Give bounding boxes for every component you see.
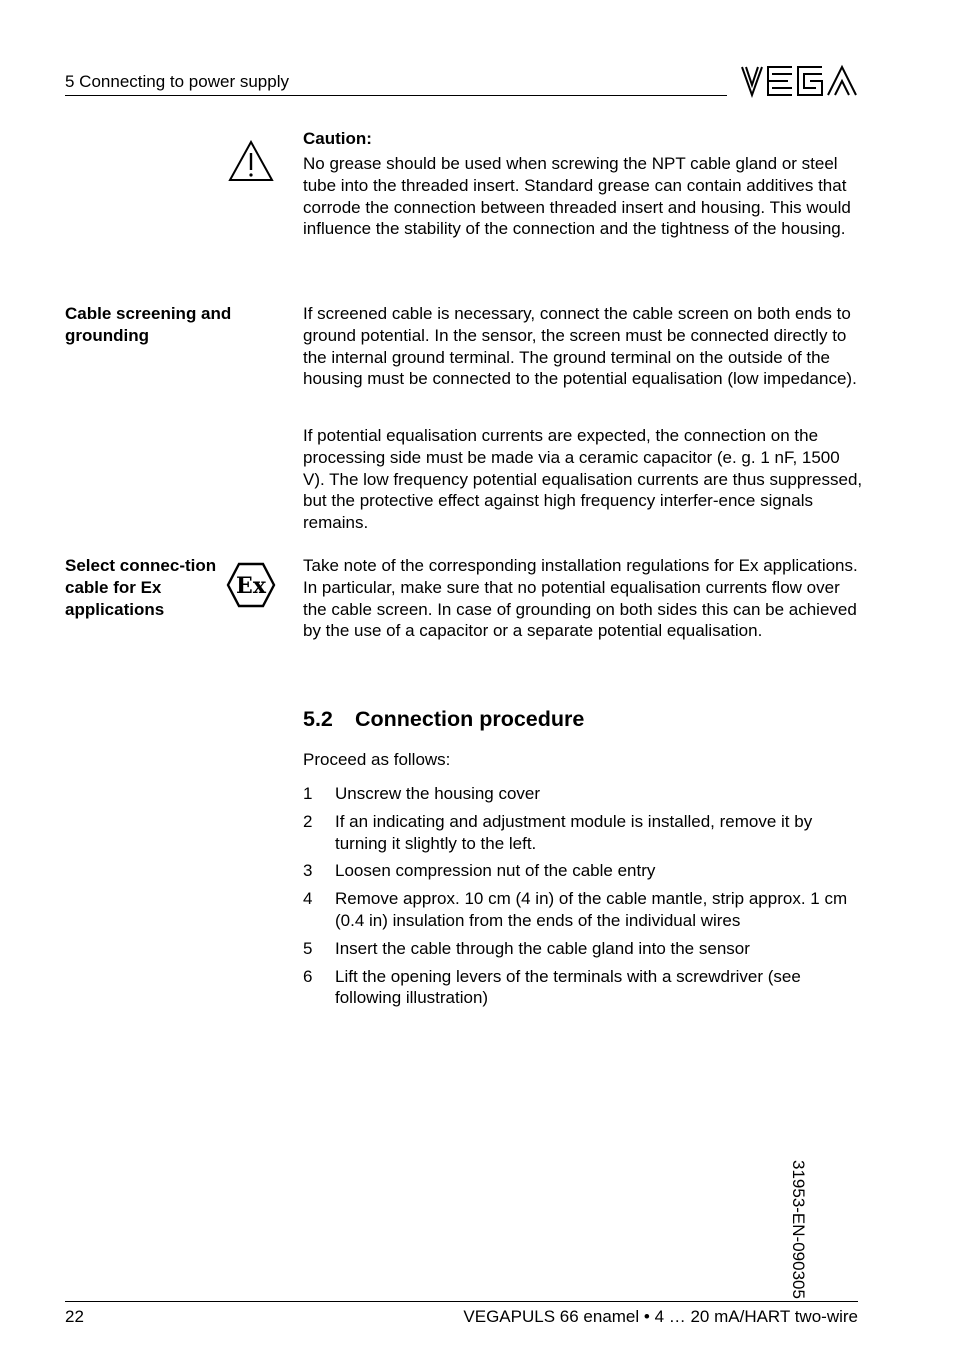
cable-screening-paragraph-2: If potential equalisation currents are expected, the connection on the processing side must be made via a ceramic capacitor (e. g. 1 nF, 1500 V). The low frequency potential equalisation currents are thus suppressed, but the protective effect against high frequency interfer-ence signals remains.: [303, 426, 863, 533]
footer-rule: [65, 1301, 858, 1302]
step-item: [303, 938, 863, 960]
vega-logo: [740, 64, 858, 98]
section-title: Connection procedure: [355, 707, 585, 731]
warning-triangle-icon: [228, 140, 274, 182]
ex-icon-text: Ex: [236, 573, 266, 599]
footer-title: VEGAPULS 66 enamel • 4 … 20 mA/HART two-wire: [463, 1307, 858, 1326]
step-item: [303, 811, 863, 855]
step-number: 5: [303, 938, 313, 958]
section-intro: Proceed as follows:: [303, 750, 451, 769]
procedure-steps: [303, 783, 863, 1015]
step-text: If an indicating and adjustment module is installed, remove it by turning it slightly to the left.: [335, 811, 813, 853]
header-rule: [65, 95, 727, 96]
ex-cable-label: Select connec-tion cable for Ex applications: [65, 556, 217, 619]
caution-title: Caution:: [303, 129, 372, 148]
section-number: 5.2: [303, 707, 333, 731]
step-item: [303, 966, 863, 1010]
step-item: [303, 860, 863, 882]
step-text: Insert the cable through the cable gland into the sensor: [335, 938, 750, 958]
step-number: 4: [303, 889, 313, 909]
step-number: 2: [303, 811, 313, 831]
section-heading: [303, 707, 584, 732]
step-number: 6: [303, 966, 313, 986]
step-number: 1: [303, 784, 313, 803]
ex-cable-text: Take note of the corresponding installation regulations for Ex applications. In particular, make sure that no potential equalisation currents flow over the cable screen. In case of grounding on both sides this can be achieved by the use of a capacitor or a separate potential equalisation.: [303, 556, 858, 641]
step-text: Lift the opening levers of the terminals with a screwdriver (see following illustration): [335, 966, 801, 1008]
running-header: 5 Connecting to power supply: [65, 72, 289, 91]
caution-text: No grease should be used when screwing the NPT cable gland or steel tube into the threaded insert. Standard grease can contain additives that corrode the connection between threaded insert and housing. This would influence the stability of the connection and the tightness of the housing.: [303, 154, 851, 239]
cable-screening-paragraph-1: If screened cable is necessary, connect the cable screen on both ends to ground potential. In the sensor, the screen must be connected directly to the internal ground terminal. The ground terminal on the outside of the housing must be connected to the potential equalisation (low impedance).: [303, 304, 857, 389]
step-text: Loosen compression nut of the cable entry: [335, 861, 656, 881]
ex-hexagon-icon: [226, 562, 276, 608]
step-item: [303, 888, 863, 932]
page-number: 22: [65, 1307, 84, 1326]
cable-screening-label: Cable screening and grounding: [65, 304, 232, 345]
step-item: [303, 783, 863, 805]
step-text: Unscrew the housing cover: [335, 784, 541, 803]
step-number: 3: [303, 861, 313, 881]
step-text: Remove approx. 10 cm (4 in) of the cable mantle, strip approx. 1 cm (0.4 in) insulation from the ends of the individual wires: [335, 889, 848, 930]
document-code: 31953-EN-090305: [789, 1160, 808, 1299]
